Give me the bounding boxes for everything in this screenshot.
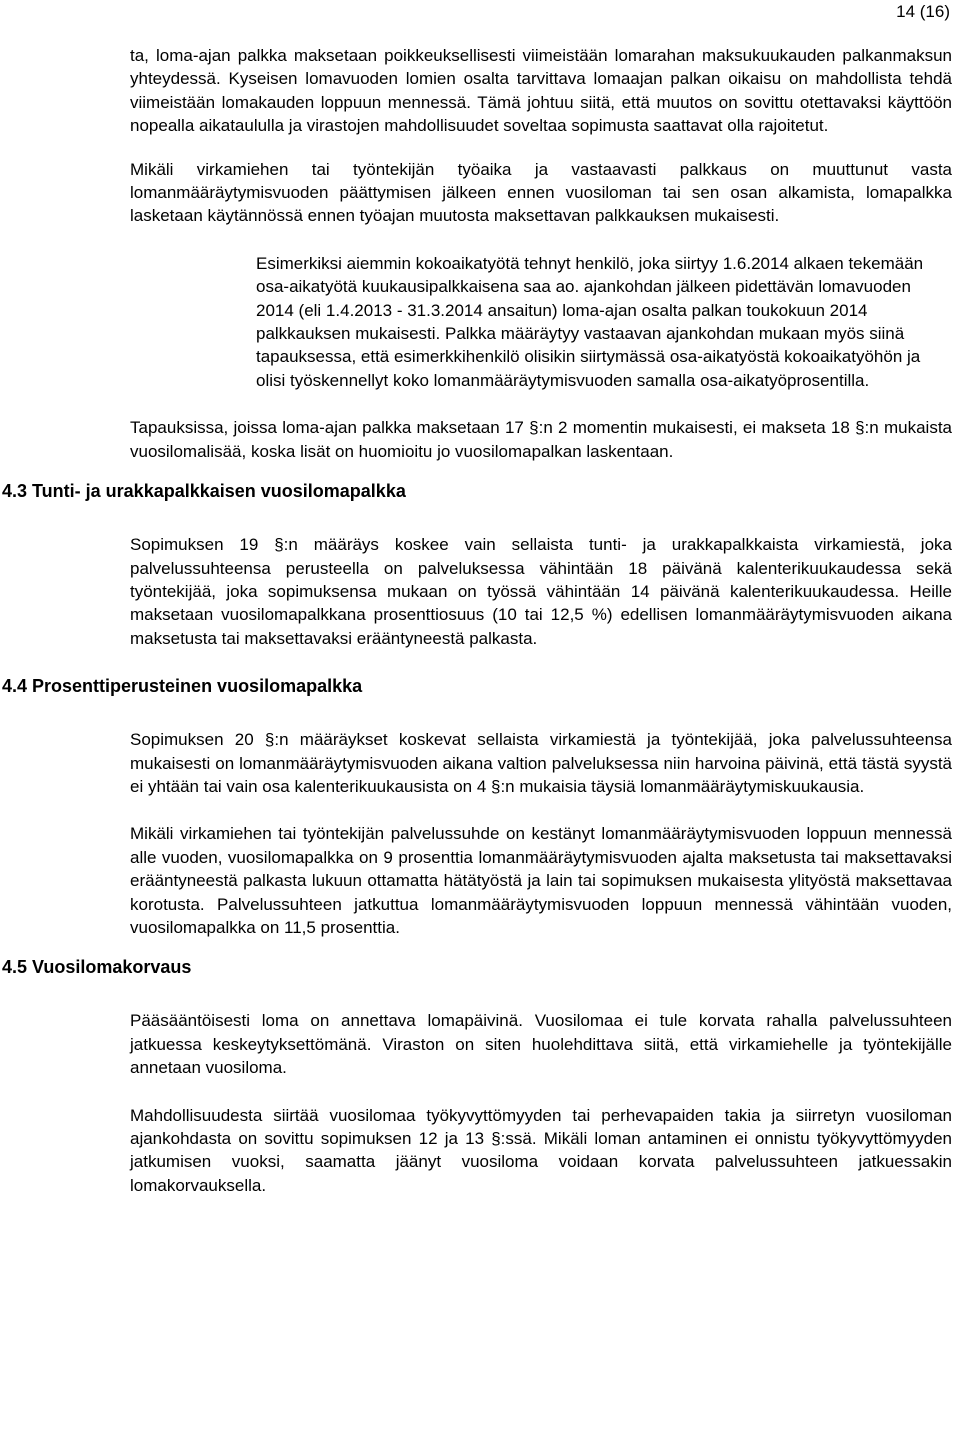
- heading-4-4: 4.4 Prosenttiperusteinen vuosilomapalkka: [2, 676, 363, 697]
- paragraph-percentage-rates: Mikäli virkamiehen tai työntekijän palvelussuhde on kestänyt lomanmääräytymisvuoden loppuun mennessä alle vuoden, vuosilomapalkka on 9 prosenttia lomanmääräytymisvuoden ajalta maksetusta tai maksettavaksi erääntyneestä palkasta lukuun ottamatta hätätyöstä ja lain tai sopimuksen mukaisesta ylityöstä maksettavaa korotusta. Palvelussuhteen jatkuttua lomanmääräytymisvuoden loppuun mennessä vähintään vuoden, vuosilomapalkka on 11,5 prosenttia.: [130, 824, 952, 937]
- heading-4-5: 4.5 Vuosilomakorvaus: [2, 957, 192, 978]
- paragraph-example: Esimerkiksi aiemmin kokoaikatyötä tehnyt henkilö, joka siirtyy 1.6.2014 alkaen tekemään osa-aikatyötä kuukausipalkkaisena saa ao. ajankohdan jälkeen pidettävän lomavuoden 2014 (eli 1.4.2013 - 31.3.2014 ansaitun) loma-ajan osalta palkan toukokuun 2014 palkkauksen mukaisesti. Palkka määräytyy vastaavan ajankohdan mukaan myös siinä tapauksessa, että esimerkkihenkilö olisikin siirtymässä osa-aikatyöstä kokoaikatyöhön ja olisi työskennellyt koko lomanmääräytymisvuoden samalla osa-aikatyöprosentilla.: [256, 253, 924, 390]
- paragraph-percentage-rules: Sopimuksen 20 §:n määräykset koskevat sellaista virkamiestä ja työntekijää, joka palvelussuhteensa mukaisesti on lomanmääräytymisvuoden aikana valtion palveluksessa niin harvoina päivinä, että tästä syystä ei yhtään tai vain osa kalenterikuukausista on 4 §:n mukaisia täysiä lomanmääräytymiskuukausia.: [130, 730, 952, 796]
- document-body: [0, 44, 960, 1197]
- paragraph-working-time-change: Mikäli virkamiehen tai työntekijän työaika ja vastaavasti palkkaus on muuttunut vasta lomanmääräytymisvuoden päättymisen jälkeen ennen vuosiloman tai sen osan alkamista, lomapalkka lasketaan käytännössä ennen työajan muutosta maksettavan palkkauksen mukaisesti.: [130, 159, 952, 226]
- page-number: 14 (16): [896, 2, 950, 21]
- paragraph-holiday-bonus: Tapauksissa, joissa loma-ajan palkka maksetaan 17 §:n 2 momentin mukaisesti, ei makseta 18 §:n mukaista vuosilomalisää, koska lisät on huomioitu jo vuosilomapalkan laskentaan.: [130, 418, 952, 461]
- paragraph-holiday-pay-timing: ta, loma-ajan palkka maksetaan poikkeuksellisesti viimeistään lomarahan maksukuukauden palkanmaksun yhteydessä. Kyseisen lomavuoden lomien osalta tarvittava lomaajan palkan oikaisu on mahdollista tehdä viimeistään lomakauden loppuun mennessä. Tämä johtuu siitä, että muutos on sovittu otettavaksi käyttöön nopealla aikataululla ja virastojen mahdollisuudet soveltaa sopimusta saattavat olla rajoitetut.: [130, 46, 952, 136]
- paragraph-holiday-compensation: Pääsääntöisesti loma on annettava lomapäivinä. Vuosilomaa ei tule korvata rahalla palvelussuhteen jatkuessa keskeytyksettömänä. Viraston on siten huolehdittava siitä, että virkamiehelle ja työntekijälle annetaan vuosiloma.: [130, 1011, 952, 1078]
- heading-4-3: 4.3 Tunti- ja urakkapalkkaisen vuosilomapalkka: [2, 481, 406, 502]
- paragraph-holiday-transfer: Mahdollisuudesta siirtää vuosilomaa työkyvyttömyyden tai perhevapaiden takia ja siirretyn vuosiloman ajankohdasta on sovittu sopimuksen 12 ja 13 §:ssä. Mikäli loman antaminen ei onnistu työkyvyttömyyden jatkumisen vuoksi, saamatta jäänyt vuosiloma voidaan korvata palvelussuhteen jatkuessakin lomakorvauksella.: [130, 1105, 952, 1195]
- paragraph-hourly-piece-rate: Sopimuksen 19 §:n määräys koskee vain sellaista tunti- ja urakkapalkkaista virkamiestä, joka palvelussuhteensa perusteella on palveluksessa vähintään 18 päivänä kalenterikuukaudessa sekä työntekijää, joka sopimuksensa mukaan on työssä vähintään 14 päivänä kalenterikuukaudessa. Heille maksetaan vuosilomapalkkana prosenttiosuus (10 tai 12,5 %) edellisen lomanmääräytymisvuoden aikana maksetusta tai maksettavaksi erääntyneestä palkasta.: [130, 535, 952, 648]
